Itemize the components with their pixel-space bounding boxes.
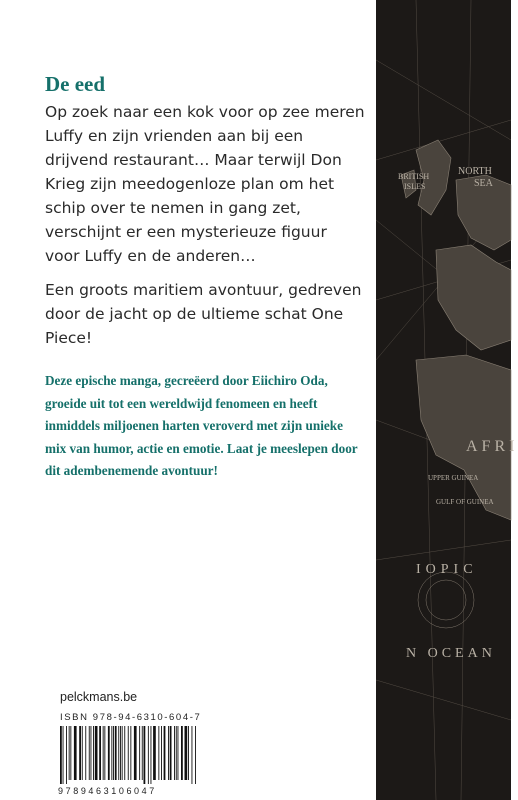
isbn-number: ISBN 978-94-6310-604-7 [60, 712, 202, 723]
barcode-bar [122, 726, 123, 780]
barcode-bar [111, 726, 112, 780]
barcode-bar [120, 726, 121, 780]
barcode-bar [195, 726, 196, 784]
barcode-bar [95, 726, 98, 780]
barcode-bar [139, 726, 140, 780]
barcode-bar [170, 726, 172, 780]
barcode [58, 726, 198, 784]
map-label-isles: ISLES [404, 182, 426, 191]
map-label-iopic: IOPIC [416, 562, 478, 577]
barcode-bar [66, 726, 67, 784]
barcode-bar [176, 726, 177, 780]
barcode-bar [174, 726, 175, 780]
map-label-sea: SEA [474, 178, 493, 189]
barcode-bar [181, 726, 183, 780]
barcode-bar [168, 726, 169, 780]
barcode-bar [79, 726, 81, 780]
synopsis-paragraph: Op zoek naar een kok voor op zee meren Luffy en zijn vrienden aan bij een drijvend restaurant… Maar terwijl Don Krieg zijn meedogenloze plan om het schip over te nemen in gang zet, verschijnt er een mysterieuze figuur voor Luffy en de anderen… [45, 103, 365, 265]
barcode-bar [164, 726, 166, 780]
barcode-bar [118, 726, 119, 780]
barcode-bar [113, 726, 114, 780]
barcode-bar [153, 726, 156, 780]
barcode-bar [134, 726, 137, 780]
barcode-bar [130, 726, 131, 780]
barcode-bar [144, 726, 146, 784]
map-label-ocean: N OCEAN [406, 646, 496, 661]
barcode-bar [185, 726, 188, 780]
barcode-digits: 9789463106047 [58, 786, 157, 796]
map-label-upper-guinea: UPPER GUINEA [428, 474, 479, 482]
barcode-bar [93, 726, 94, 780]
map-label-north: NORTH [458, 166, 492, 177]
barcode-bar [192, 726, 193, 784]
barcode-bar [103, 726, 104, 780]
barcode-bar [99, 726, 101, 780]
barcode-bar [161, 726, 162, 780]
barcode-bar [188, 726, 189, 780]
book-title: De eed [45, 72, 106, 96]
map-illustration [376, 0, 511, 800]
barcode-bar [104, 726, 105, 780]
vintage-map-strip [376, 0, 518, 800]
barcode-bar [142, 726, 143, 780]
barcode-bar [69, 726, 70, 780]
barcode-bar [151, 726, 152, 784]
barcode-bar [178, 726, 179, 780]
barcode-bar [60, 726, 62, 784]
tagline-paragraph: Een groots maritiem avontuur, gedreven door de jacht op de ultieme schat One Piece! [45, 281, 362, 347]
publisher-website: pelckmans.be [60, 690, 138, 704]
barcode-bar [74, 726, 77, 780]
barcode-bar [108, 726, 110, 780]
barcode-bar [70, 726, 71, 780]
barcode-bar [85, 726, 86, 780]
barcode-bar [115, 726, 117, 780]
map-label-british: BRITISH [398, 172, 430, 181]
barcode-bar [148, 726, 149, 784]
barcode-bar [89, 726, 90, 780]
barcode-bar [128, 726, 129, 780]
map-label-gulf-of-guinea: GULF OF GUINEA [436, 498, 494, 506]
barcode-bar [63, 726, 64, 784]
barcode-bar [124, 726, 125, 780]
barcode-bar [158, 726, 159, 780]
map-label-afri: AFRI [466, 438, 518, 455]
barcode-bar [91, 726, 92, 780]
barcode-bar [82, 726, 83, 780]
promo-blurb: Deze epische manga, gecreëerd door Eiichiro Oda, groeide uit tot een wereldwijd fenomeen en heeft inmiddels miljoenen harten veroverd met zijn unieke mix van humor, actie en emotie. Laat je meeslepen door dit adembenemende avontuur! [45, 373, 358, 479]
